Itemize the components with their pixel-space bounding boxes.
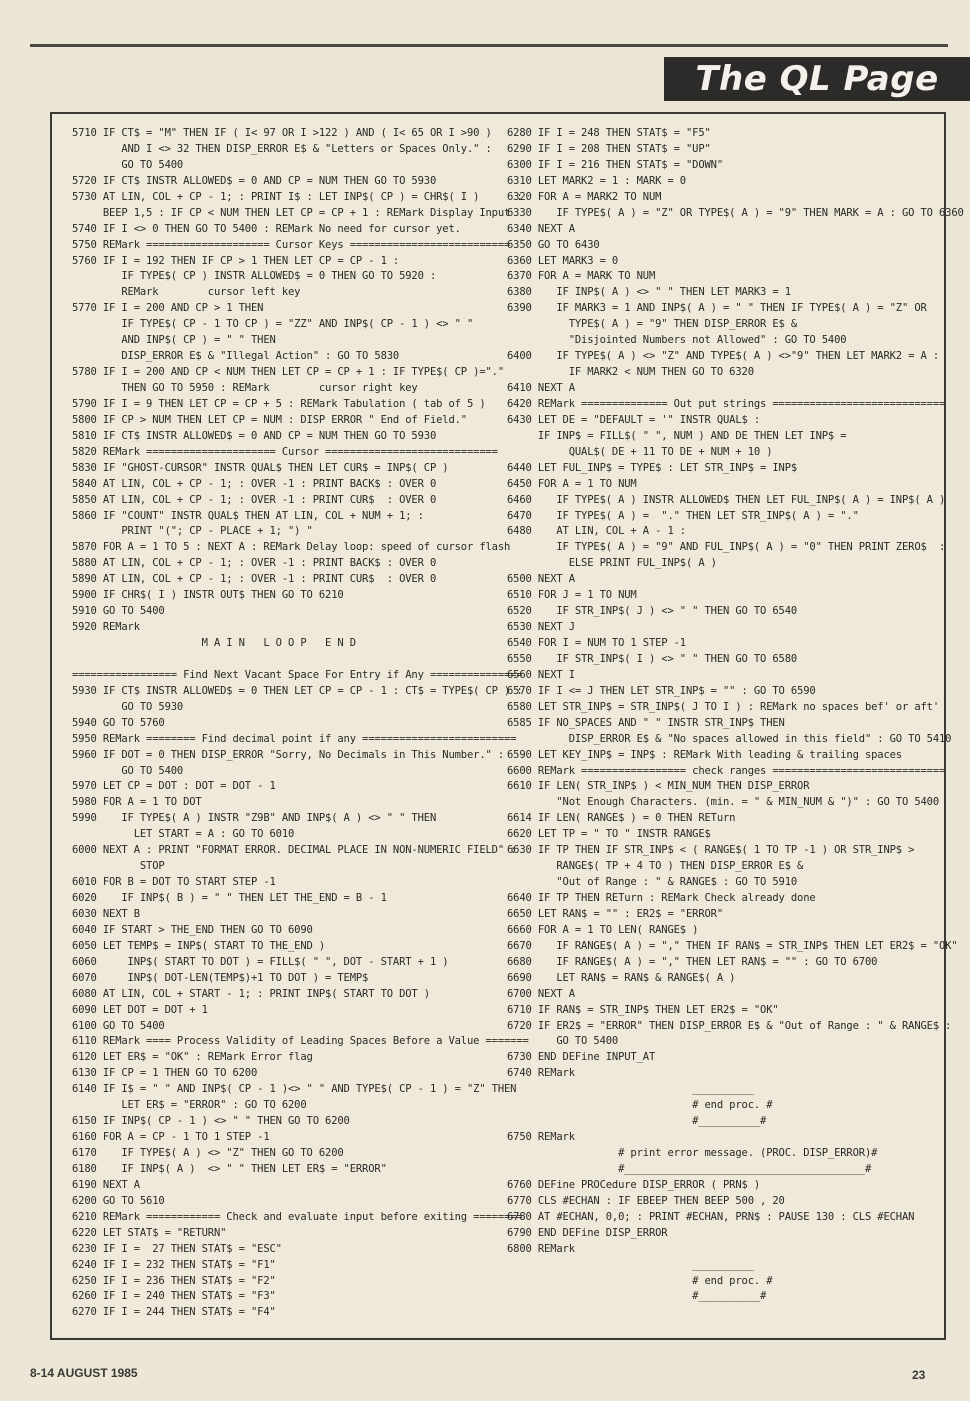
code-line: 6460 IF TYPE$( A ) INSTR ALLOWED$ THEN LET FUL_INP$( A ) = INP$( A ): [507, 493, 946, 506]
code-line: 6480 AT LIN, COL + A - 1 :: [507, 525, 686, 538]
code-line: 6050 LET TEMP$ = INP$( START TO THE_END ): [72, 939, 326, 952]
code-line: 6440 LET FUL_INP$ = TYPE$ : LET STR_INP$ = INP$: [507, 461, 798, 474]
code-line: GO TO 5400: [72, 764, 184, 777]
code-line: 6530 NEXT J: [507, 621, 575, 634]
code-line: #__________#: [507, 1290, 767, 1303]
code-line: "Out of Range : " & RANGE$ : GO TO 5910: [507, 876, 798, 889]
code-line: 6680 IF RANGE$( A ) = "," THEN LET RAN$ = "" : GO TO 6700: [507, 955, 878, 968]
code-line: DISP_ERROR E$ & "Illegal Action" : GO TO 5830: [72, 350, 400, 363]
code-line: PRINT "("; CP - PLACE + 1; ") ": [72, 525, 313, 538]
code-line: 6330 IF TYPE$( A ) = "Z" OR TYPE$( A ) = "9" THEN MARK = A : GO TO 6360: [507, 206, 964, 219]
code-line: 5760 IF I = 192 THEN IF CP > 1 THEN LET CP = CP - 1 :: [72, 254, 400, 267]
code-line: 6630 IF TP THEN IF STR_INP$ < ( RANGE$( 1 TO TP -1 ) OR STR_INP$ >: [507, 844, 915, 857]
code-line: IF MARK2 < NUM THEN GO TO 6320: [507, 366, 754, 379]
code-line: LET ER$ = "ERROR" : GO TO 6200: [72, 1099, 307, 1112]
code-line: 6450 FOR A = 1 TO NUM: [507, 477, 637, 490]
code-line: 6180 IF INP$( A ) <> " " THEN LET ER$ = "ERROR": [72, 1162, 387, 1175]
code-line: 5830 IF "GHOST-CURSOR" INSTR QUAL$ THEN LET CUR$ = INP$( CP ): [72, 461, 449, 474]
code-line: __________: [507, 1083, 754, 1096]
code-line: 6770 CLS #ECHAN : IF EBEEP THEN BEEP 500 , 20: [507, 1194, 785, 1207]
code-line: 6380 IF INP$( A ) <> " " THEN LET MARK3 = 1: [507, 286, 791, 299]
code-line: 6130 IF CP = 1 THEN GO TO 6200: [72, 1067, 258, 1080]
listing-left-column: [72, 126, 529, 1321]
code-line: 6080 AT LIN, COL + START - 1; : PRINT INP$( START TO DOT ): [72, 987, 430, 1000]
code-line: REMark cursor left key: [72, 286, 301, 299]
code-line: [72, 652, 512, 668]
code-line: 6540 FOR I = NUM TO 1 STEP -1: [507, 637, 686, 649]
code-line: GO TO 5400: [72, 158, 184, 171]
code-line: 6120 LET ER$ = "OK" : REMark Error flag: [72, 1051, 313, 1064]
code-line: AND INP$( CP ) = " " THEN: [72, 334, 276, 347]
code-line: 5970 LET CP = DOT : DOT = DOT - 1: [72, 780, 276, 793]
code-line: #__________#: [507, 1115, 767, 1128]
code-line: 5810 IF CT$ INSTR ALLOWED$ = 0 AND CP = NUM THEN GO TO 5930: [72, 429, 437, 442]
code-line: TYPE$( A ) = "9" THEN DISP_ERROR E$ &: [507, 318, 798, 331]
code-line: 5980 FOR A = 1 TO DOT: [72, 796, 202, 809]
code-line: 6030 NEXT B: [72, 907, 140, 920]
code-line: 6220 LET STAT$ = "RETURN": [72, 1226, 227, 1239]
code-line: ================= Find Next Vacant Space For Entry if Any ===============: [72, 668, 523, 681]
code-line: 5840 AT LIN, COL + CP - 1; : OVER -1 : PRINT BACK$ : OVER 0: [72, 477, 437, 490]
code-line: 5730 AT LIN, COL + CP - 1; : PRINT I$ : LET INP$( CP ) = CHR$( I ) :: [72, 190, 523, 203]
code-line: 6280 IF I = 248 THEN STAT$ = "F5": [507, 127, 711, 139]
code-line: 6710 IF RAN$ = STR_INP$ THEN LET ER2$ = "OK": [507, 1003, 779, 1016]
code-line: 6400 IF TYPE$( A ) <> "Z" AND TYPE$( A ) <>"9" THEN LET MARK2 = A :: [507, 350, 940, 363]
code-line: 5920 REMark: [72, 621, 140, 634]
code-line: ELSE PRINT FUL_INP$( A ): [507, 557, 717, 570]
code-line: 6340 NEXT A: [507, 222, 575, 235]
code-line: 6470 IF TYPE$( A ) = "." THEN LET STR_INP$( A ) = ".": [507, 509, 859, 522]
code-line: 6090 LET DOT = DOT + 1: [72, 1003, 208, 1016]
code-line: 5870 FOR A = 1 TO 5 : NEXT A : REMark Delay loop: speed of cursor flash: [72, 541, 511, 554]
code-line: "Not Enough Characters. (min. = " & MIN_NUM & ")" : GO TO 5400: [507, 796, 940, 809]
code-line: 6020 IF INP$( B ) = " " THEN LET THE_END = B - 1: [72, 892, 387, 904]
code-line: 6300 IF I = 216 THEN STAT$ = "DOWN": [507, 158, 724, 171]
code-line: 6040 IF START > THE_END THEN GO TO 6090: [72, 923, 313, 936]
code-line: IF INP$ = FILL$( " ", NUM ) AND DE THEN LET INP$ =: [507, 429, 847, 442]
code-line: 5890 AT LIN, COL + CP - 1; : OVER -1 : PRINT CUR$ : OVER 0: [72, 573, 437, 586]
code-line: "Disjointed Numbers not Allowed" : GO TO 5400: [507, 334, 847, 347]
code-line: 6560 NEXT I: [507, 668, 575, 681]
listing-box: [50, 112, 964, 1340]
code-line: 5820 REMark ===================== Cursor ============================: [72, 445, 498, 458]
code-line: 6700 NEXT A: [507, 987, 575, 1000]
code-line: 6160 FOR A = CP - 1 TO 1 STEP -1: [72, 1131, 270, 1144]
code-line: GO TO 5930: [72, 700, 184, 713]
code-line: 6150 IF INP$( CP - 1 ) <> " " THEN GO TO 6200: [72, 1115, 350, 1128]
code-line: 6370 FOR A = MARK TO NUM: [507, 270, 656, 283]
code-line: 5900 IF CHR$( I ) INSTR OUT$ THEN GO TO 6210: [72, 589, 344, 602]
code-line: 6430 LET DE = "DEFAULT = '" INSTR QUAL$ :: [507, 413, 761, 426]
code-line: 5790 IF I = 9 THEN LET CP = CP + 5 : REMark Tabulation ( tab of 5 ): [72, 397, 486, 410]
code-line: 6390 IF MARK3 = 1 AND INP$( A ) = " " THEN IF TYPE$( A ) = "Z" OR: [507, 302, 927, 315]
code-line: 5780 IF I = 200 AND CP < NUM THEN LET CP = CP + 1 : IF TYPE$( CP )=".": [72, 366, 505, 379]
code-line: # end proc. #: [507, 1274, 773, 1287]
code-line: 5850 AT LIN, COL + CP - 1; : OVER -1 : PRINT CUR$ : OVER 0: [72, 493, 437, 506]
code-line: 6550 IF STR_INP$( I ) <> " " THEN GO TO 6580: [507, 652, 798, 665]
code-line: 6720 IF ER2$ = "ERROR" THEN DISP_ERROR E$ & "Out of Range : " & RANGE$ :: [507, 1019, 952, 1032]
code-line: 6750 REMark: [507, 1131, 575, 1144]
code-line: 6640 IF TP THEN RETurn : REMark Check already done: [507, 892, 816, 904]
code-line: __________: [507, 1258, 754, 1271]
code-line: 6570 IF I <= J THEN LET STR_INP$ = "" : GO TO 6590: [507, 684, 816, 697]
code-line: 5940 GO TO 5760: [72, 716, 165, 729]
code-line: 6000 NEXT A : PRINT "FORMAT ERROR. DECIMAL PLACE IN NON-NUMERIC FIELD" :: [72, 844, 517, 857]
code-line: 6270 IF I = 244 THEN STAT$ = "F4": [72, 1306, 276, 1319]
code-line: STOP: [72, 860, 165, 873]
code-line: 6800 REMark: [507, 1242, 575, 1255]
code-line: 6660 FOR A = 1 TO LEN( RANGE$ ): [507, 923, 699, 936]
code-line: 6110 REMark ==== Process Validity of Leading Spaces Before a Value =======: [72, 1035, 529, 1048]
code-line: 6730 END DEFine INPUT_AT: [507, 1051, 656, 1064]
code-line: 6580 LET STR_INP$ = STR_INP$( J TO I ) : REMark no spaces bef' or aft': [507, 700, 940, 713]
code-line: 6240 IF I = 232 THEN STAT$ = "F1": [72, 1258, 276, 1271]
code-line: IF TYPE$( CP - 1 TO CP ) = "ZZ" AND INP$( CP - 1 ) <> " ": [72, 318, 474, 331]
code-line: 6190 NEXT A: [72, 1178, 140, 1191]
code-line: THEN GO TO 5950 : REMark cursor right key: [72, 382, 418, 394]
code-line: 6360 LET MARK3 = 0: [507, 254, 619, 267]
code-line: 6200 GO TO 5610: [72, 1194, 165, 1207]
section-banner: The QL Page: [664, 57, 970, 101]
code-line: 5880 AT LIN, COL + CP - 1; : OVER -1 : PRINT BACK$ : OVER 0: [72, 557, 437, 570]
code-line: 5860 IF "COUNT" INSTR QUAL$ THEN AT LIN, COL + NUM + 1; :: [72, 509, 424, 522]
code-line: 6420 REMark ============== Out put strings ============================: [507, 397, 946, 410]
code-line: 6320 FOR A = MARK2 TO NUM: [507, 190, 662, 203]
code-line: 6600 REMark ================= check ranges ============================: [507, 764, 946, 777]
code-line: 6740 REMark: [507, 1067, 575, 1080]
code-line: #_______________________________________#: [507, 1162, 872, 1175]
code-line: 6260 IF I = 240 THEN STAT$ = "F3": [72, 1290, 276, 1303]
code-line: M A I N L O O P E N D: [72, 637, 356, 649]
code-line: 5950 REMark ======== Find decimal point if any =========================: [72, 732, 517, 745]
code-line: 5910 GO TO 5400: [72, 605, 165, 618]
code-line: 6510 FOR J = 1 TO NUM: [507, 589, 637, 602]
code-line: AND I <> 32 THEN DISP_ERROR E$ & "Letters or Spaces Only." :: [72, 142, 492, 155]
code-line: 6060 INP$( START TO DOT ) = FILL$( " ", DOT - START + 1 ): [72, 955, 449, 968]
code-line: 6310 LET MARK2 = 1 : MARK = 0: [507, 174, 686, 187]
code-line: 5740 IF I <> 0 THEN GO TO 5400 : REMark No need for cursor yet.: [72, 222, 461, 235]
code-line: DISP_ERROR E$ & "No spaces allowed in this field" : GO TO 5410: [507, 732, 952, 745]
code-line: BEEP 1,5 : IF CP < NUM THEN LET CP = CP + 1 : REMark Display Input: [72, 206, 511, 219]
code-line: 6290 IF I = 208 THEN STAT$ = "UP": [507, 142, 711, 155]
code-line: 5800 IF CP > NUM THEN LET CP = NUM : DISP ERROR " End of Field.": [72, 413, 467, 426]
code-line: 5990 IF TYPE$( A ) INSTR "Z9B" AND INP$( A ) <> " " THEN: [72, 812, 437, 825]
code-line: 6350 GO TO 6430: [507, 238, 600, 251]
footer-date: 8-14 AUGUST 1985: [30, 1366, 138, 1380]
code-line: 6500 NEXT A: [507, 573, 575, 586]
page-number: 23: [912, 1368, 926, 1382]
code-line: 6670 IF RANGE$( A ) = "," THEN IF RAN$ = STR_INP$ THEN LET ER2$ = "OK": [507, 939, 958, 952]
code-line: 6230 IF I = 27 THEN STAT$ = "ESC": [72, 1242, 282, 1255]
code-line: 6520 IF STR_INP$( J ) <> " " THEN GO TO 6540: [507, 605, 798, 618]
code-line: 6100 GO TO 5400: [72, 1019, 165, 1032]
code-line: 6590 LET KEY_INP$ = INP$ : REMark With leading & trailing spaces: [507, 748, 902, 761]
code-line: 6070 INP$( DOT-LEN(TEMP$)+1 TO DOT ) = TEMP$: [72, 971, 369, 984]
code-line: IF TYPE$( CP ) INSTR ALLOWED$ = 0 THEN GO TO 5920 :: [72, 270, 437, 283]
code-line: 6010 FOR B = DOT TO START STEP -1: [72, 876, 276, 889]
code-line: 5710 IF CT$ = "M" THEN IF ( I< 97 OR I >122 ) AND ( I< 65 OR I >90 ): [72, 127, 492, 139]
code-line: 6790 END DEFine DISP_ERROR: [507, 1226, 668, 1239]
code-line: 6620 LET TP = " TO " INSTR RANGE$: [507, 828, 711, 841]
code-line: 6410 NEXT A: [507, 382, 575, 394]
code-line: # print error message. (PROC. DISP_ERROR)#: [507, 1147, 878, 1159]
code-line: 6614 IF LEN( RANGE$ ) = 0 THEN RETurn: [507, 812, 736, 825]
listing-right-column: [507, 126, 964, 1305]
code-line: 6170 IF TYPE$( A ) <> "Z" THEN GO TO 6200: [72, 1147, 344, 1159]
code-line: 5750 REMark ==================== Cursor Keys ==========================: [72, 238, 511, 251]
code-line: RANGE$( TP + 4 TO ) THEN DISP_ERROR E$ &: [507, 860, 804, 873]
code-line: GO TO 5400: [507, 1035, 619, 1048]
code-line: 6690 LET RAN$ = RAN$ & RANGE$( A ): [507, 971, 736, 984]
code-line: 6650 LET RAN$ = "" : ER2$ = "ERROR": [507, 907, 724, 920]
top-rule: [30, 44, 948, 47]
code-line: 6210 REMark ============ Check and evaluate input before exiting ========: [72, 1210, 523, 1223]
code-line: 6610 IF LEN( STR_INP$ ) < MIN_NUM THEN DISP_ERROR: [507, 780, 810, 793]
code-line: IF TYPE$( A ) = "9" AND FUL_INP$( A ) = "0" THEN PRINT ZERO$ :: [507, 541, 946, 554]
code-line: # end proc. #: [507, 1099, 773, 1112]
code-line: 6250 IF I = 236 THEN STAT$ = "F2": [72, 1274, 276, 1287]
code-line: 6760 DEFine PROCedure DISP_ERROR ( PRN$ ): [507, 1178, 761, 1191]
code-line: 5770 IF I = 200 AND CP > 1 THEN: [72, 302, 264, 315]
code-line: QUAL$( DE + 11 TO DE + NUM + 10 ): [507, 445, 773, 458]
code-line: 5930 IF CT$ INSTR ALLOWED$ = 0 THEN LET CP = CP - 1 : CT$ = TYPE$( CP ) :: [72, 684, 523, 697]
code-line: 5960 IF DOT = 0 THEN DISP_ERROR "Sorry, No Decimals in This Number." :: [72, 748, 505, 761]
code-line: 6585 IF NO_SPACES AND " " INSTR STR_INP$ THEN: [507, 716, 785, 729]
code-line: LET START = A : GO TO 6010: [72, 828, 295, 841]
code-line: 6780 AT #ECHAN, 0,0; : PRINT #ECHAN, PRN$ : PAUSE 130 : CLS #ECHAN: [507, 1210, 915, 1223]
code-line: 6140 IF I$ = " " AND INP$( CP - 1 )<> " " AND TYPE$( CP - 1 ) = "Z" THEN: [72, 1083, 517, 1096]
code-line: 5720 IF CT$ INSTR ALLOWED$ = 0 AND CP = NUM THEN GO TO 5930: [72, 174, 437, 187]
